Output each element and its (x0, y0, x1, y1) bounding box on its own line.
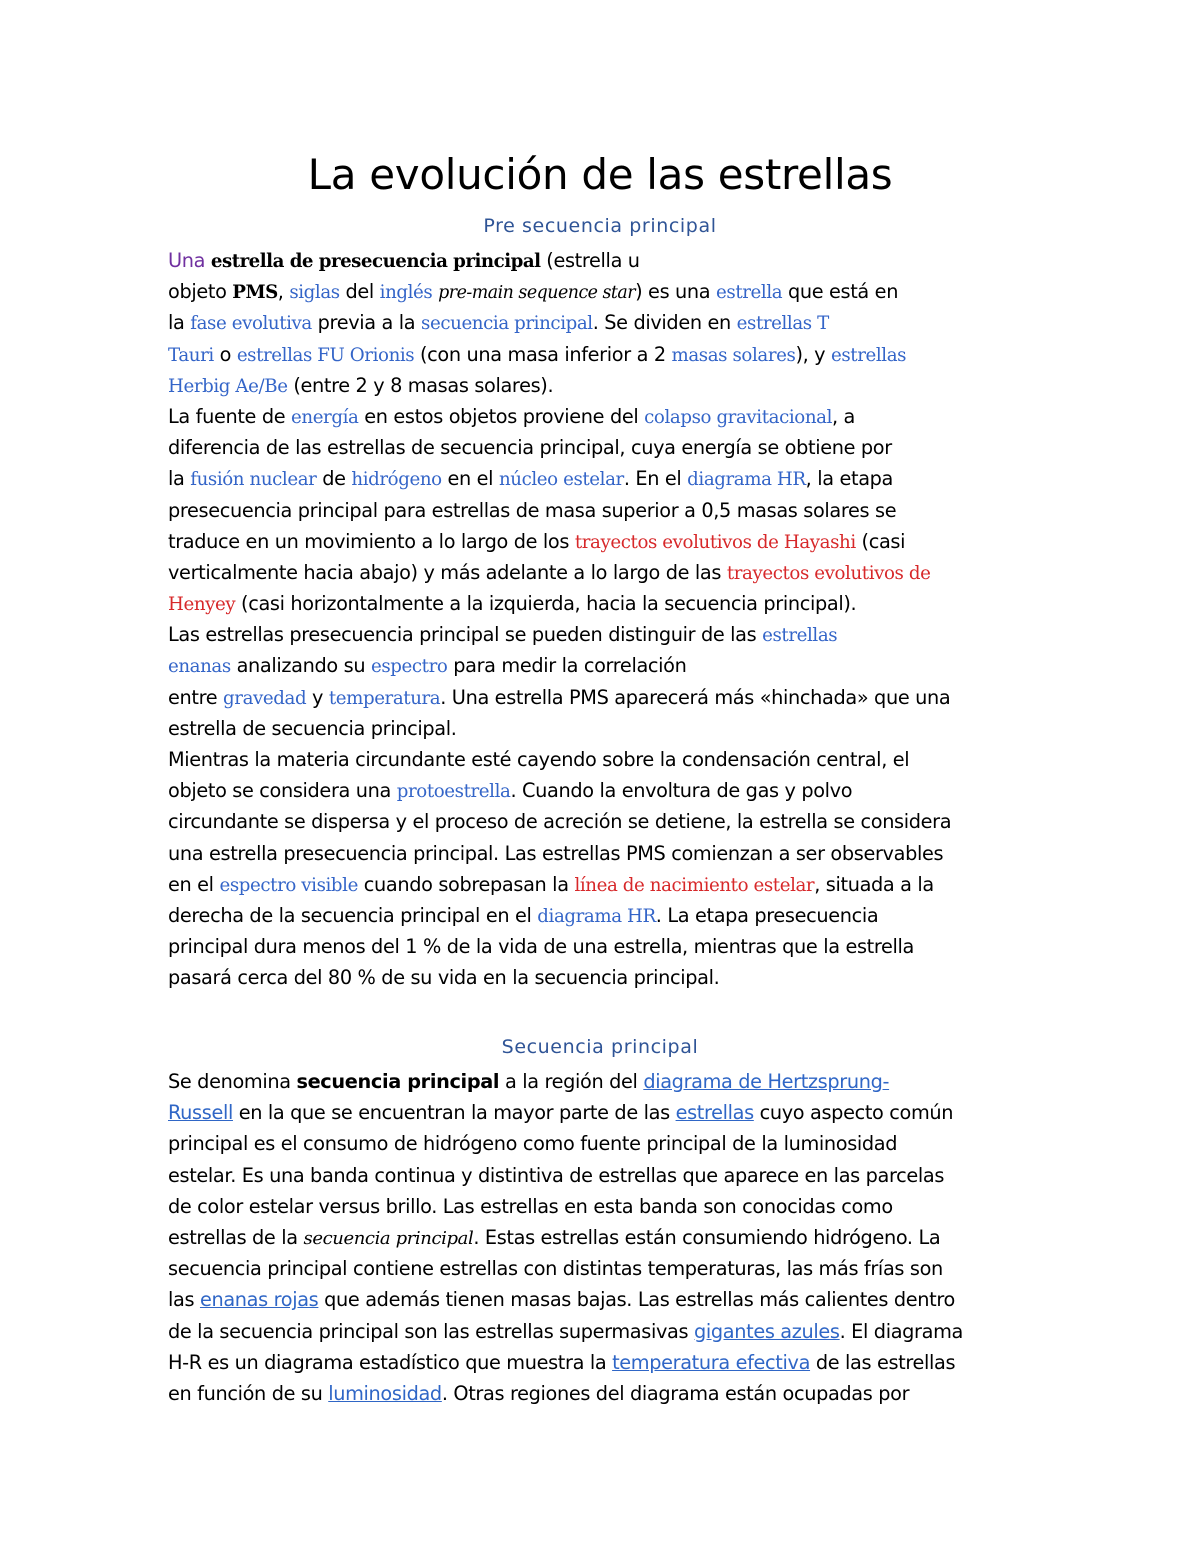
text-line (168, 245, 951, 276)
body-text-run: verticalmente hacia abajo) y más adelante a lo largo de las (168, 560, 727, 584)
body-text-run: presecuencia principal para estrellas de masa superior a 0,5 masas solares se (168, 498, 897, 522)
body-text-run: principal dura menos del 1 % de la vida de una estrella, mientras que la estrella (168, 935, 915, 959)
body-text-run: circundante se dispersa y el proceso de acreción se detiene, la estrella se considera (168, 810, 952, 834)
text-line (168, 1222, 963, 1253)
term-link[interactable]: núcleo estelar (498, 469, 624, 491)
body-text-run: ), y (795, 342, 832, 366)
term-link[interactable]: protoestrella (396, 781, 511, 803)
text-line (168, 1066, 963, 1097)
body-text-run: de la secuencia principal son las estrellas supermasivas (168, 1319, 694, 1343)
body-text-run: , a (832, 404, 856, 428)
term-link[interactable]: energía (291, 406, 359, 428)
body-text-run: la (168, 311, 191, 335)
body-text-run: . El diagrama (839, 1319, 963, 1343)
text-line (168, 775, 951, 806)
text-line (168, 1097, 963, 1128)
text-line (168, 900, 951, 931)
body-text-run: . En el (623, 467, 688, 491)
body-text-run: H-R es un diagrama estadístico que muestra la (168, 1350, 613, 1374)
body-text-run: Las estrellas presecuencia principal se pueden distinguir de las (168, 623, 763, 647)
term-link[interactable]: siglas (289, 282, 340, 304)
section-heading-main-sequence: Secuencia principal (501, 1036, 699, 1058)
missing-term-link[interactable]: trayectos evolutivos de Hayashi (574, 531, 856, 553)
body-text-run: traduce en un movimiento a lo largo de los (168, 529, 575, 553)
italic-term: pre-main sequence star (438, 283, 636, 304)
text-line (168, 495, 951, 526)
hyperlink[interactable]: estrellas (675, 1101, 754, 1125)
body-text-run: (estrella u (540, 249, 640, 272)
text-line (168, 432, 951, 463)
highlighted-word: Una (168, 249, 206, 272)
body-text-run: en el (441, 467, 499, 491)
term-link[interactable]: Herbig Ae/Be (168, 375, 288, 397)
bold-term: PMS (232, 282, 278, 304)
hyperlink[interactable]: temperatura efectiva (612, 1350, 811, 1374)
text-line (168, 557, 951, 588)
body-text-run: a la región del (499, 1070, 644, 1093)
body-text-run: en estos objetos proviene del (358, 404, 645, 428)
text-line (168, 650, 951, 681)
text-line (168, 276, 951, 307)
hyperlink[interactable]: gigantes azules (693, 1319, 840, 1343)
term-link[interactable]: estrellas (762, 625, 838, 647)
italic-term: secuencia principal (303, 1227, 474, 1249)
body-text-run: ) es una (635, 280, 717, 304)
term-link[interactable]: enanas (168, 656, 231, 678)
body-text-run: en el (168, 872, 220, 896)
term-link[interactable]: espectro visible (219, 874, 358, 896)
body-text-run: de color estelar versus brillo. Las estrellas en esta banda son conocidas como (168, 1194, 893, 1218)
body-text-run: estrellas de la (168, 1225, 304, 1249)
body-text-run: secuencia principal contiene estrellas con distintas temperaturas, las más frías son (168, 1257, 943, 1281)
text-line (168, 962, 951, 993)
body-text-run: , (277, 280, 290, 304)
text-line (168, 682, 951, 713)
body-text-run: que está en (782, 280, 899, 304)
text-line (168, 744, 951, 775)
term-link[interactable]: secuencia principal (421, 313, 593, 335)
term-link[interactable]: diagrama HR (537, 905, 656, 927)
term-link[interactable]: estrellas (831, 344, 907, 366)
body-text-run: Se denomina (168, 1070, 297, 1093)
section-heading-pre-main-sequence: Pre secuencia principal (483, 215, 717, 237)
body-text-run: (con una masa inferior a 2 (414, 342, 672, 366)
hyperlink[interactable]: Russell (168, 1101, 233, 1125)
term-link[interactable]: hidrógeno (351, 469, 442, 491)
body-text-run: la (168, 467, 191, 491)
body-text-run: pasará cerca del 80 % de su vida en la secuencia principal. (168, 966, 720, 990)
text-line (168, 838, 951, 869)
body-text-run: cuyo aspecto común (753, 1101, 954, 1125)
body-text-run: y (306, 685, 329, 709)
text-line (168, 931, 951, 962)
body-text-run: del (339, 280, 380, 304)
text-line (168, 307, 951, 338)
term-link[interactable]: fase evolutiva (190, 313, 312, 335)
body-text-run: para medir la correlación (447, 654, 687, 678)
term-link[interactable]: colapso gravitacional (644, 406, 832, 428)
text-line (168, 1128, 963, 1159)
text-line (168, 806, 951, 837)
section-body-pre-main-sequence (168, 245, 951, 994)
text-line (168, 1316, 963, 1347)
term-link[interactable]: fusión nuclear (190, 469, 317, 491)
text-line (168, 401, 951, 432)
body-text-run: analizando su (230, 654, 371, 678)
term-link[interactable]: estrellas FU Orionis (236, 344, 415, 366)
body-text-run: objeto (168, 280, 233, 304)
missing-term-link[interactable]: trayectos evolutivos de (726, 562, 931, 584)
text-line (168, 1378, 963, 1409)
body-text-run: Mientras la materia circundante esté cayendo sobre la condensación central, el (168, 748, 910, 771)
term-link[interactable]: gravedad (223, 687, 307, 709)
missing-term-link[interactable]: línea de nacimiento estelar (574, 874, 815, 896)
body-text-run: principal es el consumo de hidrógeno como fuente principal de la luminosidad (168, 1132, 898, 1156)
body-text-run: diferencia de las estrellas de secuencia principal, cuya energía se obtiene por (168, 436, 892, 460)
hyperlink[interactable]: diagrama de Hertzsprung- (643, 1070, 890, 1093)
text-line (168, 588, 951, 619)
body-text-run: estrella de secuencia principal. (168, 716, 457, 740)
body-text-run: (casi horizontalmente a la izquierda, hacia la secuencia principal). (235, 592, 857, 616)
body-text-run: en la que se encuentran la mayor parte de las (232, 1101, 676, 1125)
term-link[interactable]: diagrama HR (687, 469, 806, 491)
text-line (168, 713, 951, 744)
hyperlink[interactable]: enanas rojas (199, 1288, 319, 1312)
text-line (168, 619, 951, 650)
body-text-run: que además tienen masas bajas. Las estrellas más calientes dentro (318, 1288, 955, 1312)
body-text-run: estelar. Es una banda continua y distintiva de estrellas que aparece en las parcelas (168, 1163, 945, 1187)
body-text-run: . Otras regiones del diagrama están ocupadas por (441, 1381, 910, 1405)
body-text-run: o (213, 342, 237, 366)
body-text-run: de las estrellas (810, 1350, 956, 1374)
body-text-run: una estrella presecuencia principal. Las estrellas PMS comienzan a ser observables (168, 841, 944, 865)
body-text-run: entre (168, 685, 224, 709)
body-text-run: . Estas estrellas están consumiendo hidrógeno. La (473, 1225, 941, 1249)
body-text-run: las (168, 1288, 200, 1312)
body-text-run: . Cuando la envoltura de gas y polvo (510, 779, 853, 803)
body-text-run: previa a la (311, 311, 422, 335)
body-text-run: , situada a la (814, 872, 934, 896)
term-link[interactable]: estrella (716, 282, 783, 304)
missing-term-link[interactable]: Henyey (168, 594, 236, 616)
term-link[interactable]: temperatura (328, 687, 441, 709)
text-line (168, 1160, 963, 1191)
text-line (168, 1284, 963, 1315)
body-text-run: La fuente de (168, 404, 292, 428)
body-text-run: cuando sobrepasan la (357, 872, 575, 896)
term-link[interactable]: Tauri (168, 344, 214, 366)
text-line (168, 1191, 963, 1222)
text-line (168, 1347, 963, 1378)
term-link[interactable]: masas solares (671, 344, 796, 366)
term-link[interactable]: estrellas T (736, 313, 829, 335)
body-text-run: derecha de la secuencia principal en el (168, 903, 538, 927)
body-text-run: (entre 2 y 8 masas solares). (287, 373, 554, 397)
body-text-run: (casi (855, 529, 906, 553)
hyperlink[interactable]: luminosidad (328, 1381, 442, 1405)
text-line (168, 526, 951, 557)
body-text-run: . Una estrella PMS aparecerá más «hinchada» que una (440, 685, 951, 709)
text-line (168, 869, 951, 900)
body-text-run: . La etapa presecuencia (655, 903, 879, 927)
text-line (168, 1253, 963, 1284)
body-text-run: de (316, 467, 352, 491)
text-line (168, 339, 951, 370)
term-link[interactable]: espectro (370, 656, 448, 678)
body-text-run: objeto se considera una (168, 779, 397, 803)
bold-term: estrella de presecuencia principal (210, 251, 541, 272)
document-title: La evolución de las estrellas (307, 150, 893, 199)
body-text-run: en función de su (168, 1381, 329, 1405)
text-line (168, 370, 951, 401)
body-text-run: . Se dividen en (592, 311, 737, 335)
term-link[interactable]: inglés (379, 282, 433, 304)
body-text-run: , la etapa (805, 467, 894, 491)
section-body-main-sequence (168, 1066, 963, 1409)
text-line (168, 463, 951, 494)
bold-term: secuencia principal (296, 1070, 500, 1093)
